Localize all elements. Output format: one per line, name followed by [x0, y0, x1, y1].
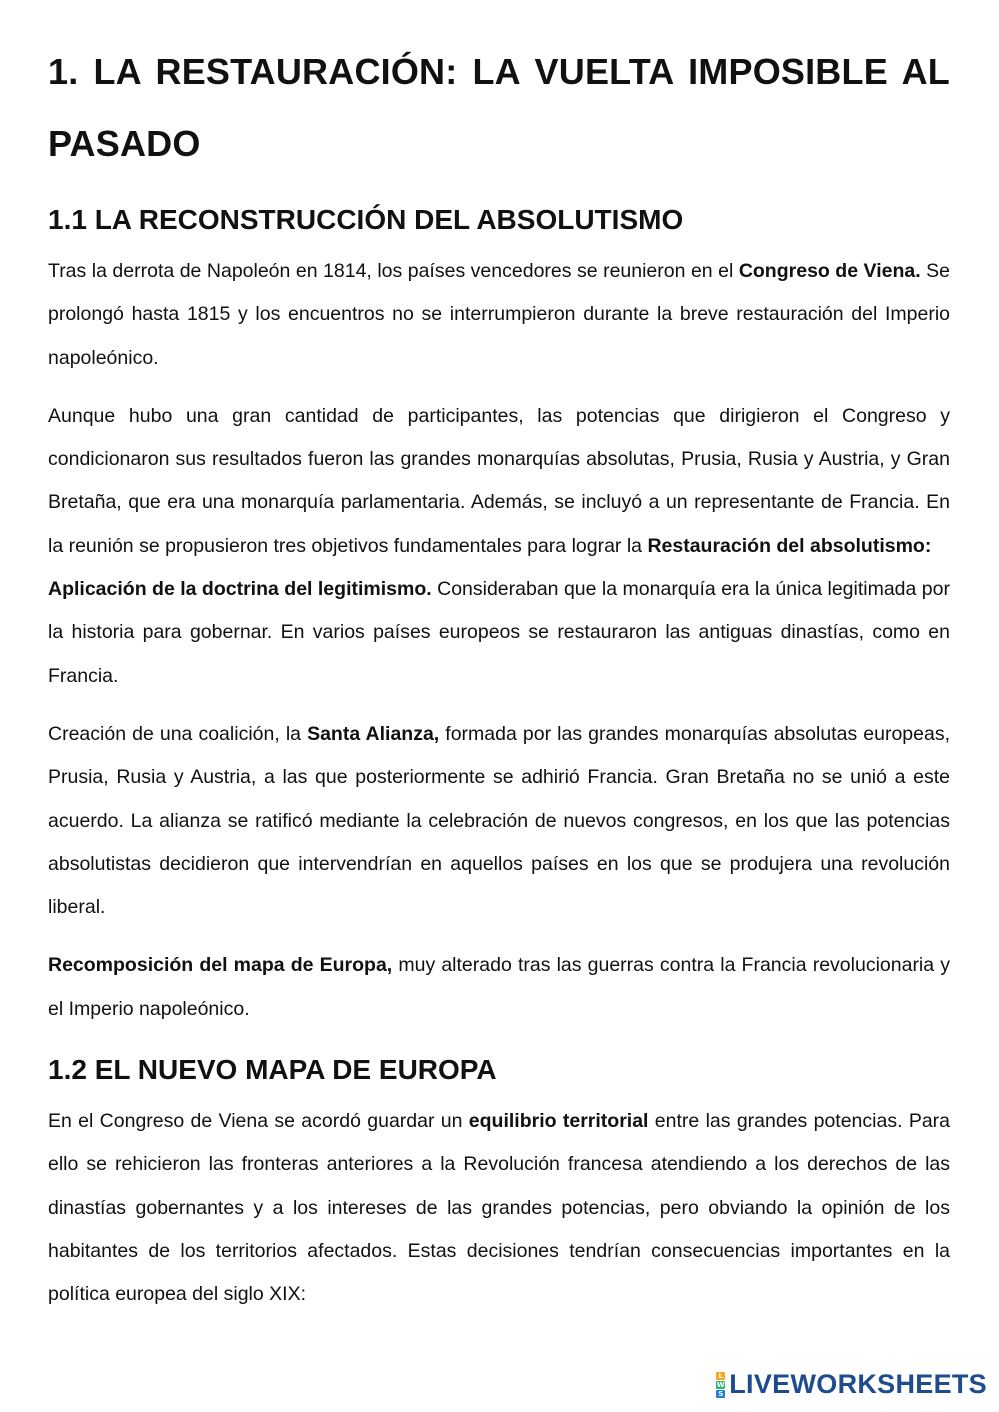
logo-mark-letter: L	[716, 1372, 725, 1380]
bold-term: Aplicación de la doctrina del legitimismo.	[48, 578, 432, 601]
paragraph-text: Tras la derrota de Napoleón en 1814, los países vencedores se reunieron en el	[48, 260, 739, 282]
liveworksheets-logo	[716, 1369, 987, 1400]
bold-term: Restauración del absolutismo:	[647, 534, 932, 557]
paragraph-text: muy alterado tras las guerras contra la Francia revolucionaria y el Imperio napoleónico.	[48, 954, 950, 1020]
paragraph-text: Se prolongó hasta 1815 y los encuentros no se interrumpieron durante la breve restauración del Imperio napoleónico.	[48, 260, 950, 369]
paragraph-text: Consideraban que la monarquía era la única legitimada por la historia para gobernar. En varios países europeos se restauraron las antiguas dinastías, como en Francia.	[48, 578, 950, 687]
section-heading-1-2: 1.2 EL NUEVO MAPA DE EUROPA	[48, 1054, 497, 1086]
paragraph-text: En el Congreso de Viena se acordó guardar un	[48, 1110, 469, 1133]
paragraph-santa-alianza	[48, 713, 950, 929]
paragraph-text: Creación de una coalición, la	[48, 722, 308, 745]
logo-mark-letter: S	[718, 1389, 724, 1398]
document-page	[48, 36, 950, 1332]
paragraph-congreso-viena	[48, 250, 950, 380]
bold-term: Congreso de Viena.	[738, 260, 921, 282]
bold-term: Santa Alianza,	[307, 722, 440, 745]
bold-term: equilibrio territorial	[468, 1110, 649, 1133]
page-title: 1. LA RESTAURACIÓN: LA VUELTA IMPOSIBLE AL PASADO	[48, 51, 950, 164]
paragraph-potencias	[48, 395, 950, 568]
paragraph-recomposicion	[48, 944, 950, 1031]
paragraph-text: entre las grandes potencias. Para ello se rehicieron las fronteras anteriores a la Revolución francesa atendiendo a los derechos de las dinastías gobernantes y a los intereses de las grandes potencias, pero obviando la opinión de los habitantes de los territorios afectados. Estas decisiones tendrían consecuencias importantes en la política europea del siglo XIX:	[48, 1110, 951, 1306]
logo-mark-letter: W	[716, 1380, 725, 1389]
paragraph-equilibrio	[48, 1100, 950, 1316]
paragraph-legitimismo	[48, 568, 950, 698]
paragraph-text: Aunque hubo una gran cantidad de participantes, las potencias que dirigieron el Congreso y condicionaron sus resultados fueron las grandes monarquías absolutas, Prusia, Rusia y Austria, y Gran Bretaña, que era una monarquía parlamentaria. Además, se incluyó a un representante de Francia. En la reunión se propusieron tres objetivos fundamentales para lograr la	[48, 404, 950, 557]
bold-term: Recomposición del mapa de Europa,	[48, 954, 393, 977]
section-heading-1-1: 1.1 LA RECONSTRUCCIÓN DEL ABSOLUTISMO	[48, 204, 684, 235]
paragraph-text: formada por las grandes monarquías absolutas europeas, Prusia, Rusia y Austria, a las que posteriormente se adhirió Francia. Gran Bretaña no se unió a este acuerdo. La alianza se ratificó mediante la celebración de nuevos congresos, en los que las potencias absolutistas decidieron que intervendrían en aquellos países en los que se produjera una revolución liberal.	[48, 722, 950, 919]
logo-text: LIVEWORKSHEETS	[729, 1369, 987, 1399]
logo-mark-icon	[716, 1372, 725, 1398]
